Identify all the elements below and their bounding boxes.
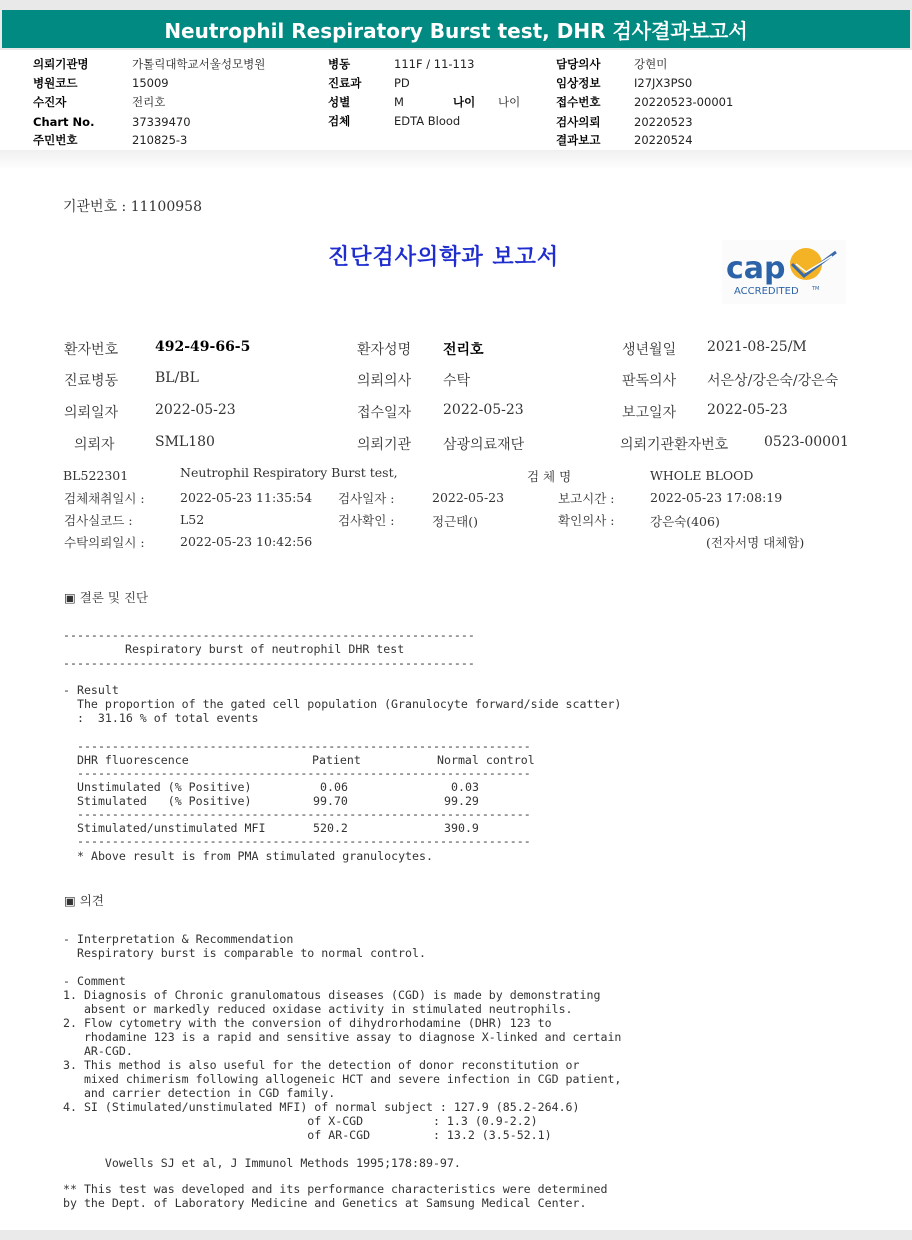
meta-label: 임상정보 (556, 76, 601, 90)
outsource-value: 2022-05-23 10:42:56 (180, 534, 313, 549)
report-title: 진단검사의학과 보고서 (328, 244, 560, 270)
testdate-value: 2022-05-23 (432, 490, 505, 505)
meta-value: 37339470 (132, 115, 191, 129)
meta-label: 검체 (328, 114, 351, 128)
meta-label: 진료과 (328, 76, 362, 90)
opinion-line: 4. SI (Stimulated/unstimulated MFI) of normal subject : 127.9 (85.2-264.6) (63, 1100, 580, 1114)
table-note: * Above result is from PMA stimulated granulocytes. (77, 849, 433, 863)
dash-line: ----------------------------------------------------------------- (77, 739, 531, 753)
opinion-line: AR-CGD. (63, 1044, 133, 1058)
tm-text: TM (812, 286, 820, 292)
opinion-line: mixed chimerism following allogeneic HCT and severe infection in CGD patient, (63, 1072, 622, 1086)
dash-line: ----------------------------------------------------------- (63, 628, 475, 642)
table-cell: 99.70 (313, 794, 348, 808)
patient-label: 보고일자 (622, 405, 677, 421)
opinion-line: - Interpretation & Recommendation (63, 932, 294, 946)
patient-number: 492-49-66-5 (155, 339, 251, 355)
table-cell: 390.9 (444, 821, 479, 835)
patient-label: 의뢰자 (74, 437, 115, 453)
patient-label: 진료병동 (64, 373, 119, 389)
opinion-line: and carrier detection in CGD family. (63, 1086, 336, 1100)
patient-value: SML180 (155, 434, 215, 450)
meta-value: M (394, 95, 404, 109)
patient-value: 2022-05-23 (707, 402, 788, 418)
doctor-value: 강은숙(406) (650, 514, 720, 529)
test-title: Respiratory burst of neutrophil DHR test (125, 642, 405, 656)
doctor-label: 확인의사 : (558, 513, 615, 528)
opinion-line: rhodamine 123 is a rapid and sensitive assay to diagnose X-linked and certain (63, 1030, 622, 1044)
outsource-label: 수탁의뢰일시 : (64, 535, 145, 550)
meta-value: 전리호 (132, 95, 166, 109)
specimen-label: 검 체 명 (527, 469, 572, 484)
opinion-line: Vowells SJ et al, J Immunol Methods 1995;178:89-97. (63, 1156, 461, 1170)
patient-label: 의뢰기관환자번호 (620, 437, 729, 453)
meta-label: 병동 (328, 57, 351, 71)
opinion-line: 1. Diagnosis of Chronic granulomatous diseases (CGD) is made by demonstrating (63, 988, 601, 1002)
meta-value: 20220523-00001 (634, 95, 734, 109)
meta-value: 210825-3 (132, 133, 188, 147)
cap-text: cap (726, 251, 786, 286)
table-cell: Unstimulated (% Positive) (77, 780, 252, 794)
meta-label: 담당의사 (556, 57, 601, 71)
meta-label: 주민번호 (33, 133, 78, 147)
lab-value: L52 (180, 512, 205, 527)
dash-line: ----------------------------------------------------------------- (77, 834, 531, 848)
table-cell: Stimulated/unstimulated MFI (77, 821, 266, 835)
meta-label: 결과보고 (556, 133, 601, 147)
meta-value: 나이 (498, 95, 521, 109)
opinion-line: of X-CGD : 1.3 (0.9-2.2) (63, 1114, 538, 1128)
report-document (0, 170, 912, 1230)
opinion-line: by the Dept. of Laboratory Medicine and Genetics at Samsung Medical Center. (63, 1196, 587, 1210)
collect-label: 검체채취일시 : (64, 491, 145, 506)
table-cell: 520.2 (313, 821, 348, 835)
specimen-code: BL522301 (63, 468, 129, 483)
meta-value: EDTA Blood (394, 114, 461, 128)
meta-value: 강현미 (634, 57, 668, 71)
meta-label: 성별 (328, 95, 351, 109)
report-header-title: Neutrophil Respiratory Burst test, DHR 검사결과보고서 (2, 10, 910, 48)
patient-value: 수탁 (443, 373, 471, 389)
opinion-line: 2. Flow cytometry with the conversion of dihydrorhodamine (DHR) 123 to (63, 1016, 552, 1030)
patient-label: 의뢰기관 (357, 437, 412, 453)
separator-band (0, 150, 912, 170)
meta-label: 의뢰기관명 (33, 57, 89, 71)
opinion-line: Respiratory burst is comparable to normal control. (63, 946, 426, 960)
table-cell: 0.06 (320, 780, 348, 794)
result-line: The proportion of the gated cell population (Granulocyte forward/side scatter) (63, 697, 622, 711)
patient-label: 판독의사 (622, 373, 677, 389)
dash-line: ----------------------------------------------------------------- (77, 807, 531, 821)
check-value: 정근태() (432, 514, 478, 529)
accredited-text: ACCREDITED (734, 286, 799, 297)
patient-label: 의뢰일자 (64, 405, 119, 421)
meta-value: 가톨릭대학교서울성모병원 (132, 57, 266, 71)
opinion-line: 3. This method is also useful for the detection of donor reconstitution or (63, 1058, 580, 1072)
reporttime-value: 2022-05-23 17:08:19 (650, 490, 783, 505)
meta-value: 15009 (132, 76, 169, 90)
table-header: DHR fluorescence (77, 753, 189, 767)
patient-value: 0523-00001 (764, 434, 849, 450)
test-name: Neutrophil Respiratory Burst test, (180, 465, 398, 480)
reporttime-label: 보고시간 : (558, 491, 615, 506)
patient-label: 환자번호 (64, 342, 119, 358)
result-line: : 31.16 % of total events (63, 711, 259, 725)
patient-label: 생년월일 (622, 342, 677, 358)
meta-label: 검사의뢰 (556, 115, 601, 129)
meta-value: 20220524 (634, 133, 693, 147)
patient-label: 접수일자 (357, 405, 412, 421)
testdate-label: 검사일자 : (338, 491, 395, 506)
opinion-line: of AR-CGD : 13.2 (3.5-52.1) (63, 1128, 552, 1142)
patient-label: 환자성명 (357, 342, 412, 358)
meta-value: PD (394, 76, 410, 90)
footer-band (0, 1230, 912, 1240)
cap-accredited-logo (722, 240, 846, 304)
opinion-line: absent or markedly reduced oxidase activity in stimulated neutrophils. (63, 1002, 573, 1016)
esign-note: (전자서명 대체함) (706, 535, 805, 550)
meta-value: 20220523 (634, 115, 693, 129)
meta-label: Chart No. (33, 115, 95, 129)
patient-value: BL/BL (155, 370, 199, 386)
patient-value: 삼광의료재단 (443, 437, 525, 453)
table-cell: 0.03 (451, 780, 479, 794)
opinion-line: ** This test was developed and its performance characteristics were determined (63, 1182, 608, 1196)
lab-label: 검사실코드 : (64, 513, 133, 528)
patient-value: 2021-08-25/M (707, 339, 807, 355)
patient-value: 서은상/강은숙/강은숙 (707, 373, 839, 389)
institution-number: 기관번호 : 11100958 (63, 199, 202, 215)
table-cell: Stimulated (% Positive) (77, 794, 252, 808)
patient-label: 의뢰의사 (357, 373, 412, 389)
meta-label: 병원코드 (33, 76, 78, 90)
opinion-heading: ▣ 의견 (64, 893, 104, 908)
specimen-value: WHOLE BLOOD (650, 468, 754, 483)
meta-value: 111F / 11-113 (394, 57, 475, 71)
patient-name: 전리호 (443, 342, 484, 358)
meta-block (0, 55, 912, 150)
dash-line: ----------------------------------------------------------- (63, 656, 475, 670)
patient-value: 2022-05-23 (443, 402, 524, 418)
meta-label: 접수번호 (556, 95, 601, 109)
meta-value: I27JX3PS0 (634, 76, 693, 90)
table-header: Patient (312, 753, 361, 767)
collect-value: 2022-05-23 11:35:54 (180, 490, 313, 505)
table-header: Normal control (437, 753, 535, 767)
meta-label: 수진자 (33, 95, 67, 109)
conclusion-heading: ▣ 결론 및 진단 (64, 590, 149, 605)
patient-value: 2022-05-23 (155, 402, 236, 418)
table-cell: 99.29 (444, 794, 479, 808)
dash-line: ----------------------------------------------------------------- (77, 766, 531, 780)
check-label: 검사확인 : (338, 513, 395, 528)
opinion-line: - Comment (63, 974, 126, 988)
meta-label: 나이 (453, 95, 476, 109)
result-line: - Result (63, 683, 119, 697)
